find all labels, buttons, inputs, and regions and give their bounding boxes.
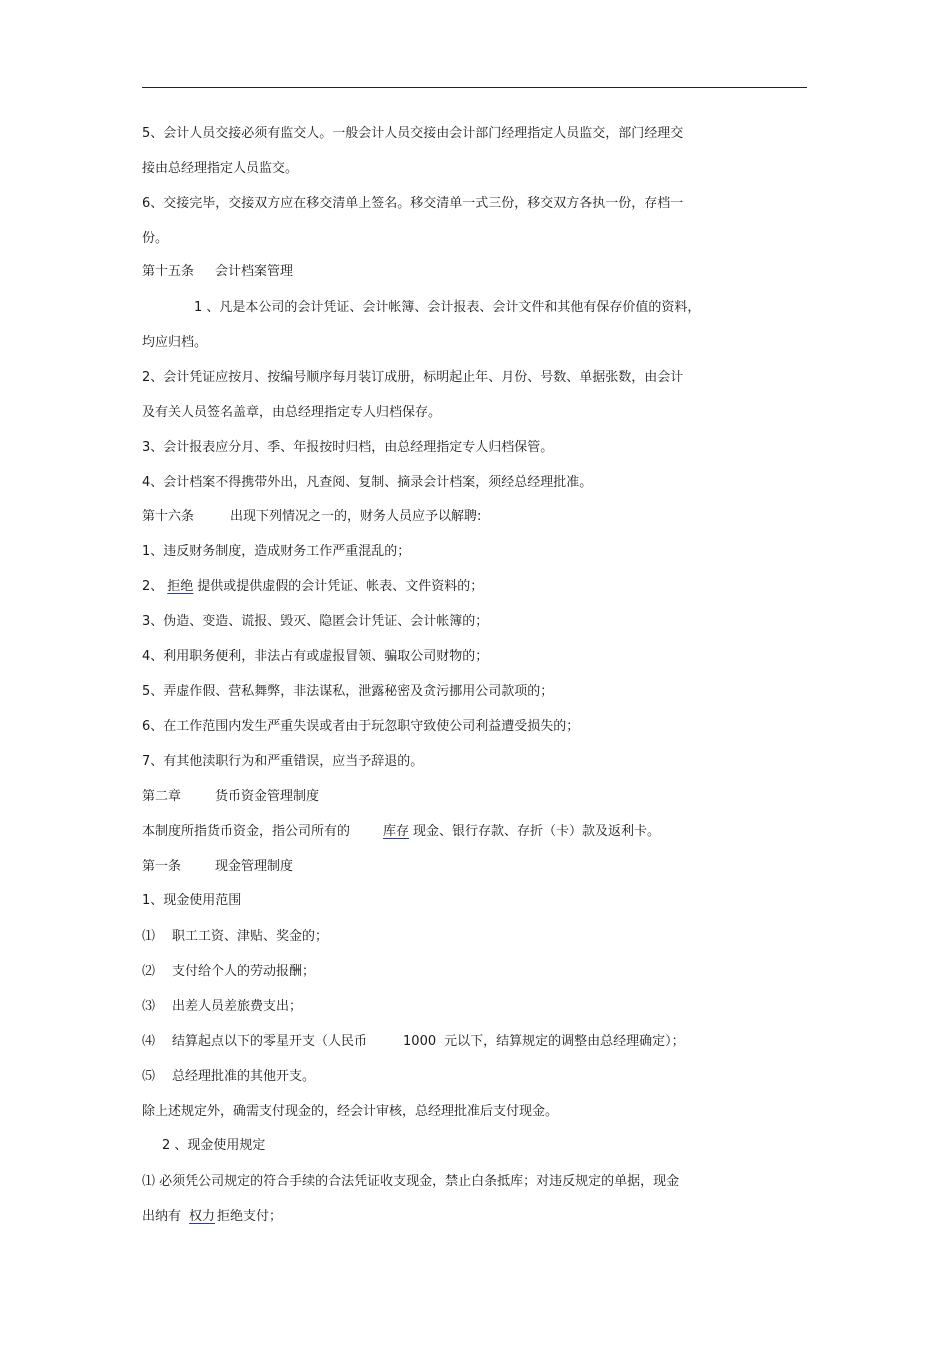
article-heading — [142, 508, 481, 526]
list-item: 5、弄虚作假、营私舞弊，非法谋私，泄露秘密及贪污挪用公司款项的； — [142, 684, 554, 699]
section-heading: 2 、现金使用规定 — [162, 1138, 266, 1153]
hyperlink-inventory[interactable]: 库存 — [383, 824, 410, 839]
article-number: 第一条 — [142, 859, 182, 874]
paragraph-line: 6、交接完毕，交接双方应在移交清单上签名。移交清单一式三份，移交双方各执一份，存档一 — [142, 196, 684, 211]
paragraph-line: 份。 — [142, 231, 169, 246]
article-title: 现金管理制度 — [215, 859, 294, 874]
article-number: 第十五条 — [142, 264, 195, 279]
paragraph-line: 接由总经理指定人员监交。 — [142, 161, 299, 176]
paragraph-line: 3、会计报表应分月、季、年报按时归档，由总经理指定专人归档保管。 — [142, 440, 554, 455]
header-rule — [142, 87, 807, 88]
list-item: ⑶ 出差人员差旅费支出； — [142, 999, 303, 1014]
article-number: 第十六条 — [142, 509, 195, 524]
chapter-title: 货币资金管理制度 — [215, 789, 320, 804]
list-item: ⑸ 总经理批准的其他开支。 — [142, 1069, 316, 1084]
hyperlink-authority[interactable]: 权力 — [189, 1209, 216, 1224]
paragraph-line: 出纳有 权力 拒绝支付； — [142, 1209, 283, 1224]
list-item: ⑷ 结算起点以下的零星开支（人民币 1000 元以下，结算规定的调整由总经理确定）； — [142, 1034, 685, 1049]
paragraph-line: 4、会计档案不得携带外出，凡查阅、复制、摘录会计档案，须经总经理批准。 — [142, 475, 593, 490]
list-item: 6、在工作范围内发生严重失误或者由于玩忽职守致使公司利益遭受损失的； — [142, 719, 580, 734]
hyperlink-refuse[interactable]: 拒绝 — [167, 579, 194, 594]
paragraph-line: 除上述规定外，确需支付现金的，经会计审核，总经理批准后支付现金。 — [142, 1104, 559, 1119]
list-item: 1、违反财务制度，造成财务工作严重混乱的； — [142, 544, 411, 559]
paragraph-line: 均应归档。 — [142, 335, 208, 350]
paragraph-line: 本制度所指货币资金，指公司所有的 库存 现金、银行存款、存折（卡）款及返利卡。 — [142, 824, 661, 839]
list-item: 3、伪造、变造、谎报、毁灭、隐匿会计凭证、会计帐簿的； — [142, 614, 489, 629]
article-title: 出现下列情况之一的，财务人员应予以解聘: — [230, 509, 482, 524]
paragraph-line: 2、会计凭证应按月、按编号顺序每月装订成册，标明起止年、月份、号数、单据张数，由会计 — [142, 370, 684, 385]
list-item: 4、利用职务便利，非法占有或虚报冒领、骗取公司财物的； — [142, 649, 489, 664]
article-heading — [142, 263, 293, 281]
chapter-number: 第二章 — [142, 789, 182, 804]
article-heading — [142, 858, 293, 876]
paragraph-line: 1 、凡是本公司的会计凭证、会计帐簿、会计报表、会计文件和其他有保存价值的资料， — [194, 300, 701, 315]
section-heading: 1、现金使用范围 — [142, 893, 242, 908]
paragraph-line: 5、会计人员交接必须有监交人。一般会计人员交接由会计部门经理指定人员监交，部门经理交 — [142, 126, 684, 141]
paragraph-line: 及有关人员签名盖章，由总经理指定专人归档保存。 — [142, 405, 442, 420]
list-item: 2、 拒绝 提供或提供虚假的会计凭证、帐表、文件资料的； — [142, 579, 484, 594]
paragraph-line: ⑴ 必须凭公司规定的符合手续的合法凭证收支现金，禁止白条抵库；对违反规定的单据，现金 — [142, 1174, 680, 1189]
amount: 1000 — [403, 1034, 437, 1049]
list-item: ⑴ 职工工资、津贴、奖金的； — [142, 929, 329, 944]
article-title: 会计档案管理 — [215, 264, 294, 279]
list-item: 7、有其他渎职行为和严重错误，应当予辞退的。 — [142, 754, 424, 769]
list-item: ⑵ 支付给个人的劳动报酬； — [142, 964, 316, 979]
chapter-heading — [142, 788, 319, 806]
